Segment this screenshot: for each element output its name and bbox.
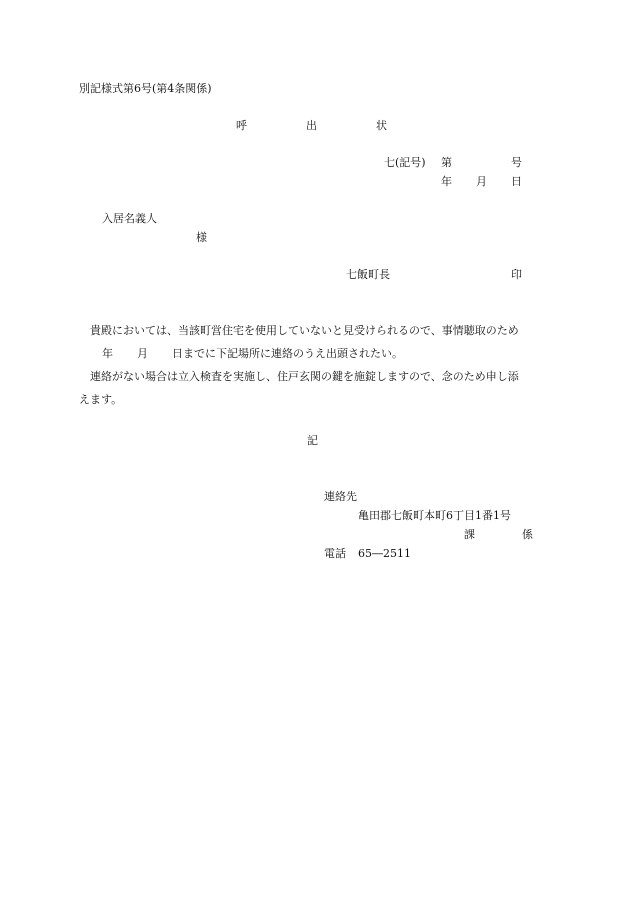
title-char-3: 状 [376,119,387,132]
title-char-2: 出 [306,119,317,132]
body-line-1: 貴殿においては、当該町営住宅を使用していないと見受けられるので、事情聴取のため [90,324,519,337]
doc-number-prefix: 七(記号) [384,156,426,169]
body-line-2-rest: 日までに下記場所に連絡のうえ出頭されたい。 [172,347,403,360]
recipient-honorific: 様 [196,231,207,244]
contact-ka: 課 [464,528,475,541]
date-day: 日 [511,175,522,188]
body-line-3: 連絡がない場合は立入検査を実施し、住戸玄関の鍵を施錠しますので、念のため申し添 [90,370,519,383]
body-line-4: えます。 [79,393,123,406]
contact-address: 亀田郡七飯町本町6丁目1番1号 [358,509,511,522]
contact-phone-label: 電話 [324,547,346,560]
date-month: 月 [476,175,487,188]
contact-phone: 65―2511 [358,547,411,560]
body-line-2 [79,342,551,365]
doc-number-go: 号 [511,156,522,169]
sender-seal: 印 [511,268,522,281]
title-char-1: 呼 [236,119,247,132]
doc-number-dai: 第 [441,156,452,169]
recipient-label: 入居名義人 [102,212,157,225]
body-line-2-month: 月 [137,347,148,360]
contact-label: 連絡先 [324,490,357,503]
form-header: 別記様式第6号(第4条関係) [79,82,212,95]
ki-heading: 記 [307,434,318,447]
date-year: 年 [441,175,452,188]
body-line-2-year: 年 [102,347,113,360]
contact-kakari: 係 [522,528,533,541]
sender-title: 七飯町長 [346,268,390,281]
body-paragraph [79,319,551,411]
